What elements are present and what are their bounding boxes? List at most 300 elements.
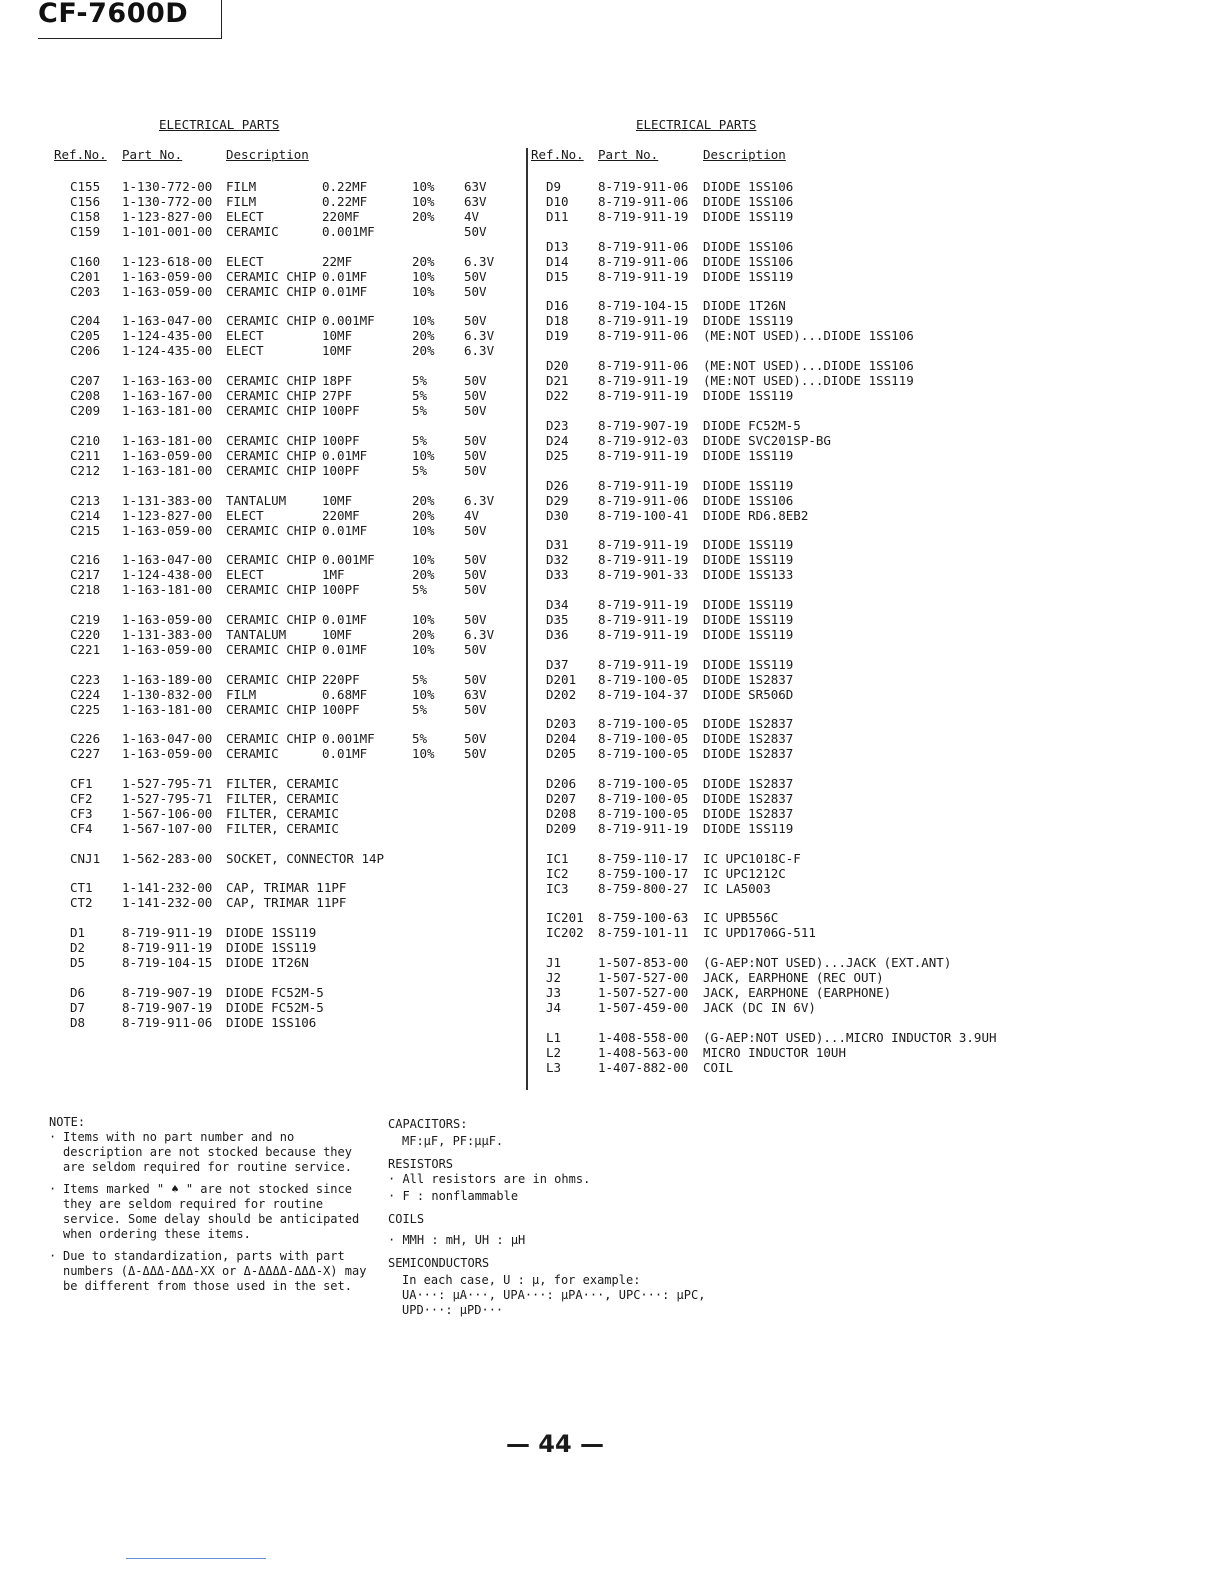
description: FILTER, CERAMIC bbox=[226, 776, 339, 791]
coils-title: COILS bbox=[388, 1212, 425, 1226]
part-no: 8-719-911-19 bbox=[598, 477, 689, 493]
part-no: 8-719-911-19 bbox=[598, 552, 689, 568]
description: CERAMIC CHIP bbox=[226, 432, 317, 448]
description: CERAMIC CHIP bbox=[226, 701, 317, 717]
part-no: 1-163-047-00 bbox=[122, 313, 213, 329]
part-no: 1-163-181-00 bbox=[122, 701, 213, 717]
tolerance: 10% bbox=[412, 522, 435, 538]
part-no: 1-163-059-00 bbox=[122, 447, 213, 463]
voltage: 50V bbox=[464, 432, 487, 448]
ref-no: CF4 bbox=[70, 821, 93, 836]
voltage: 50V bbox=[464, 388, 487, 404]
ref-no: C211 bbox=[70, 447, 101, 463]
part-no-header: Part No. bbox=[122, 147, 183, 162]
part-no: 8-719-100-05 bbox=[598, 716, 689, 732]
part-no: 1-141-232-00 bbox=[122, 895, 213, 911]
description: (G-AEP:NOT USED)...MICRO INDUCTOR 3.9UH bbox=[703, 1029, 997, 1045]
description: CERAMIC CHIP bbox=[226, 373, 317, 389]
description: FILTER, CERAMIC bbox=[226, 806, 339, 821]
part-no: 1-163-047-00 bbox=[122, 731, 213, 747]
description: DIODE 1SS106 bbox=[703, 238, 794, 254]
ref-no: C206 bbox=[70, 343, 101, 359]
ref-no: D19 bbox=[546, 328, 569, 344]
description: CERAMIC CHIP bbox=[226, 447, 317, 463]
description: DIODE 1SS106 bbox=[703, 179, 794, 194]
ref-no: L2 bbox=[546, 1044, 562, 1060]
ref-no: D22 bbox=[546, 388, 569, 404]
voltage: 6.3V bbox=[464, 253, 495, 269]
value: 0.001MF bbox=[322, 731, 375, 747]
ref-no: C203 bbox=[70, 283, 101, 299]
ref-no: D7 bbox=[70, 999, 86, 1015]
description: FILM bbox=[226, 179, 257, 194]
description: CERAMIC CHIP bbox=[226, 671, 317, 687]
ref-no: D8 bbox=[70, 1014, 86, 1030]
voltage: 50V bbox=[464, 268, 487, 284]
description: DIODE 1S2837 bbox=[703, 716, 794, 732]
description: CAP, TRIMAR 11PF bbox=[226, 880, 347, 896]
ref-no: L3 bbox=[546, 1059, 562, 1075]
description: DIODE 1SS119 bbox=[226, 940, 317, 956]
value: 0.01MF bbox=[322, 268, 368, 284]
description: (ME:NOT USED)...DIODE 1SS106 bbox=[703, 358, 914, 374]
part-no: 8-719-907-19 bbox=[122, 999, 213, 1015]
ref-no: D34 bbox=[546, 596, 569, 612]
description: DIODE 1SS119 bbox=[703, 821, 794, 836]
note-text: Items with no part number and no description are not stocked because they are seldom required for routine service. bbox=[63, 1130, 352, 1174]
description: CERAMIC CHIP bbox=[226, 611, 317, 627]
ref-no: C225 bbox=[70, 701, 101, 717]
part-no: 8-719-911-19 bbox=[598, 537, 689, 553]
ref-no: D204 bbox=[546, 731, 577, 747]
part-no: 1-131-383-00 bbox=[122, 626, 213, 642]
ref-no: C208 bbox=[70, 388, 101, 404]
voltage: 50V bbox=[464, 403, 487, 419]
voltage: 63V bbox=[464, 194, 487, 209]
value: 27PF bbox=[322, 388, 353, 404]
voltage: 63V bbox=[464, 179, 487, 194]
description-header: Description bbox=[703, 147, 786, 162]
description: DIODE 1SS119 bbox=[703, 477, 794, 493]
description: ELECT bbox=[226, 343, 264, 359]
description: TANTALUM bbox=[226, 492, 287, 508]
tolerance: 20% bbox=[412, 626, 435, 642]
description: ELECT bbox=[226, 328, 264, 344]
description: CERAMIC CHIP bbox=[226, 731, 317, 747]
part-no: 1-130-832-00 bbox=[122, 686, 213, 702]
ref-no: C155 bbox=[70, 179, 101, 194]
part-no: 8-719-911-06 bbox=[598, 179, 689, 194]
tolerance: 20% bbox=[412, 567, 435, 583]
units-legend bbox=[388, 1117, 818, 1318]
value: 0.68MF bbox=[322, 686, 368, 702]
part-no: 1-123-827-00 bbox=[122, 209, 213, 224]
voltage: 6.3V bbox=[464, 492, 495, 508]
ref-no: D206 bbox=[546, 776, 577, 791]
part-no: 1-123-618-00 bbox=[122, 253, 213, 269]
capacitors-title: CAPACITORS: bbox=[388, 1117, 468, 1131]
description: CERAMIC CHIP bbox=[226, 641, 317, 657]
ref-no: L1 bbox=[546, 1029, 562, 1045]
ref-no: D32 bbox=[546, 552, 569, 568]
note-item: · Items with no part number and no description are not stocked because they are seldom required for routine service. bbox=[49, 1130, 352, 1174]
voltage: 50V bbox=[464, 701, 487, 717]
description: MICRO INDUCTOR 10UH bbox=[703, 1044, 846, 1060]
ref-no: D23 bbox=[546, 417, 569, 433]
description: DIODE 1SS119 bbox=[703, 656, 794, 672]
value: 220MF bbox=[322, 507, 360, 523]
tolerance: 10% bbox=[412, 611, 435, 627]
part-no: 8-719-100-05 bbox=[598, 731, 689, 747]
part-no: 8-719-100-05 bbox=[598, 671, 689, 687]
voltage: 50V bbox=[464, 641, 487, 657]
ref-no: D201 bbox=[546, 671, 577, 687]
description: CERAMIC bbox=[226, 746, 279, 762]
tolerance: 10% bbox=[412, 686, 435, 702]
note-item: · Due to standardization, parts with part numbers (Δ-ΔΔΔ-ΔΔΔ-XX or Δ-ΔΔΔΔ-ΔΔΔ-X) may be different from those used in the set. bbox=[49, 1249, 367, 1293]
value: 0.01MF bbox=[322, 611, 368, 627]
tolerance: 5% bbox=[412, 432, 428, 448]
ref-no: IC3 bbox=[546, 880, 569, 896]
part-no: 8-719-911-19 bbox=[598, 821, 689, 836]
tolerance: 10% bbox=[412, 447, 435, 463]
description: DIODE 1S2837 bbox=[703, 671, 794, 687]
description: CERAMIC CHIP bbox=[226, 552, 317, 568]
part-no: 1-527-795-71 bbox=[122, 776, 213, 791]
part-no: 8-759-800-27 bbox=[598, 880, 689, 896]
part-no: 8-719-104-37 bbox=[598, 686, 689, 702]
description: CERAMIC CHIP bbox=[226, 403, 317, 419]
part-no: 1-123-827-00 bbox=[122, 507, 213, 523]
part-no: 1-407-882-00 bbox=[598, 1059, 689, 1075]
ref-no: D208 bbox=[546, 806, 577, 821]
tolerance: 5% bbox=[412, 403, 428, 419]
tolerance: 5% bbox=[412, 582, 428, 598]
tolerance: 5% bbox=[412, 671, 428, 687]
description: ELECT bbox=[226, 253, 264, 269]
description: CERAMIC CHIP bbox=[226, 462, 317, 478]
ref-no: D6 bbox=[70, 984, 86, 1000]
ref-no: D36 bbox=[546, 626, 569, 642]
tolerance: 20% bbox=[412, 492, 435, 508]
part-no: 1-163-059-00 bbox=[122, 641, 213, 657]
description: ELECT bbox=[226, 209, 264, 224]
voltage: 50V bbox=[464, 611, 487, 627]
tolerance: 5% bbox=[412, 462, 428, 478]
ref-no: D13 bbox=[546, 238, 569, 254]
part-no-header: Part No. bbox=[598, 147, 659, 162]
value: 0.001MF bbox=[322, 313, 375, 329]
ref-no: D33 bbox=[546, 567, 569, 583]
part-no: 8-719-911-19 bbox=[598, 656, 689, 672]
part-no: 8-759-100-63 bbox=[598, 910, 689, 926]
part-no: 8-719-911-06 bbox=[598, 253, 689, 269]
right-section-title: ELECTRICAL PARTS bbox=[636, 117, 757, 132]
description-header: Description bbox=[226, 147, 309, 162]
ref-no: IC1 bbox=[546, 850, 569, 866]
part-no: 8-719-911-06 bbox=[598, 358, 689, 374]
description: CERAMIC CHIP bbox=[226, 582, 317, 598]
part-no: 1-124-435-00 bbox=[122, 328, 213, 344]
value: 0.01MF bbox=[322, 641, 368, 657]
description: DIODE 1SS119 bbox=[226, 925, 317, 941]
value: 1MF bbox=[322, 567, 345, 583]
description: (ME:NOT USED)...DIODE 1SS106 bbox=[703, 328, 914, 344]
description: DIODE 1S2837 bbox=[703, 776, 794, 791]
description: DIODE 1SS106 bbox=[703, 194, 794, 209]
ref-no: D205 bbox=[546, 746, 577, 762]
description: DIODE FC52M-5 bbox=[226, 984, 324, 1000]
part-no: 1-163-047-00 bbox=[122, 552, 213, 568]
ref-no: C224 bbox=[70, 686, 101, 702]
ref-no: D35 bbox=[546, 611, 569, 627]
description: DIODE 1SS119 bbox=[703, 447, 794, 463]
part-no: 1-507-853-00 bbox=[598, 955, 689, 971]
part-no: 8-719-100-05 bbox=[598, 806, 689, 821]
ref-no: D15 bbox=[546, 268, 569, 284]
ref-no: D21 bbox=[546, 373, 569, 389]
part-no: 1-101-001-00 bbox=[122, 224, 213, 239]
voltage: 50V bbox=[464, 671, 487, 687]
capacitors-text: MF:μF, PF:μμF. bbox=[402, 1134, 504, 1148]
value: 0.001MF bbox=[322, 552, 375, 568]
description: DIODE FC52M-5 bbox=[226, 999, 324, 1015]
part-no: 1-163-059-00 bbox=[122, 611, 213, 627]
part-no: 1-130-772-00 bbox=[122, 194, 213, 209]
description: SOCKET, CONNECTOR 14P bbox=[226, 850, 385, 866]
tolerance: 20% bbox=[412, 507, 435, 523]
part-no: 8-719-911-06 bbox=[598, 328, 689, 344]
value: 0.01MF bbox=[322, 283, 368, 299]
page-number: — 44 — bbox=[505, 1430, 605, 1458]
voltage: 50V bbox=[464, 462, 487, 478]
part-no: 1-567-107-00 bbox=[122, 821, 213, 836]
part-no: 8-719-907-19 bbox=[598, 417, 689, 433]
resistors-item: · F : nonflammable bbox=[388, 1189, 519, 1203]
part-no: 8-719-911-06 bbox=[598, 492, 689, 508]
ref-no: J2 bbox=[546, 970, 562, 986]
value: 0.01MF bbox=[322, 522, 368, 538]
ref-no: IC2 bbox=[546, 865, 569, 881]
note-item: · Items marked " ♠ " are not stocked since they are seldom required for routine service. Some delay should be anticipated when ordering these items. bbox=[49, 1182, 360, 1241]
ref-no: D203 bbox=[546, 716, 577, 732]
description: IC UPD1706G-511 bbox=[703, 925, 816, 941]
coils-text: · MMH : mH, UH : μH bbox=[388, 1233, 526, 1247]
voltage: 50V bbox=[464, 552, 487, 568]
ref-no: C160 bbox=[70, 253, 101, 269]
description: DIODE 1SS106 bbox=[226, 1014, 317, 1030]
value: 0.01MF bbox=[322, 447, 368, 463]
tolerance: 5% bbox=[412, 388, 428, 404]
part-no: 8-719-911-19 bbox=[598, 209, 689, 224]
value: 100PF bbox=[322, 701, 360, 717]
description: ELECT bbox=[226, 507, 264, 523]
description: DIODE 1SS106 bbox=[703, 492, 794, 508]
description: FILM bbox=[226, 194, 257, 209]
tolerance: 5% bbox=[412, 701, 428, 717]
voltage: 50V bbox=[464, 447, 487, 463]
description: (ME:NOT USED)...DIODE 1SS119 bbox=[703, 373, 914, 389]
part-no: 8-719-907-19 bbox=[122, 984, 213, 1000]
value: 10MF bbox=[322, 328, 353, 344]
tolerance: 20% bbox=[412, 328, 435, 344]
ref-no: D18 bbox=[546, 313, 569, 329]
ref-no: D20 bbox=[546, 358, 569, 374]
voltage: 6.3V bbox=[464, 626, 495, 642]
ref-no: D31 bbox=[546, 537, 569, 553]
part-no: 1-527-795-71 bbox=[122, 791, 213, 806]
ref-no: C217 bbox=[70, 567, 101, 583]
description: TANTALUM bbox=[226, 626, 287, 642]
description: DIODE 1SS119 bbox=[703, 268, 794, 284]
ref-no: CF2 bbox=[70, 791, 93, 806]
value: 0.01MF bbox=[322, 746, 368, 762]
note-text: Due to standardization, parts with part numbers (Δ-ΔΔΔ-ΔΔΔ-XX or Δ-ΔΔΔΔ-ΔΔΔ-X) may be different from those used in the set. bbox=[63, 1249, 367, 1293]
ref-no: CF3 bbox=[70, 806, 93, 821]
semiconductors-line: UPD···: μPD··· bbox=[402, 1303, 504, 1317]
part-no: 1-163-059-00 bbox=[122, 522, 213, 538]
part-no: 8-719-911-19 bbox=[122, 940, 213, 956]
ref-no-header: Ref.No. bbox=[54, 147, 107, 162]
part-no: 1-163-181-00 bbox=[122, 462, 213, 478]
value: 0.22MF bbox=[322, 179, 368, 194]
part-no: 8-719-911-19 bbox=[598, 313, 689, 329]
ref-no: C216 bbox=[70, 552, 101, 568]
voltage: 50V bbox=[464, 224, 487, 239]
tolerance: 10% bbox=[412, 283, 435, 299]
part-no: 1-163-059-00 bbox=[122, 283, 213, 299]
ref-no: D9 bbox=[546, 179, 562, 194]
description: DIODE 1SS119 bbox=[703, 313, 794, 329]
tolerance: 10% bbox=[412, 552, 435, 568]
part-no: 8-719-911-19 bbox=[598, 596, 689, 612]
value: 10MF bbox=[322, 343, 353, 359]
part-no: 8-719-912-03 bbox=[598, 432, 689, 448]
part-no: 8-719-911-06 bbox=[122, 1014, 213, 1030]
description: DIODE 1T26N bbox=[703, 298, 786, 314]
notes-block bbox=[49, 1115, 379, 1301]
tolerance: 20% bbox=[412, 343, 435, 359]
tolerance: 10% bbox=[412, 268, 435, 284]
part-no: 1-562-283-00 bbox=[122, 850, 213, 866]
part-no: 1-408-563-00 bbox=[598, 1044, 689, 1060]
description: ELECT bbox=[226, 567, 264, 583]
tolerance: 5% bbox=[412, 731, 428, 747]
ref-no: C156 bbox=[70, 194, 101, 209]
ref-no: C159 bbox=[70, 224, 101, 239]
part-no: 8-719-911-19 bbox=[598, 268, 689, 284]
part-no: 1-507-527-00 bbox=[598, 970, 689, 986]
description: (G-AEP:NOT USED)...JACK (EXT.ANT) bbox=[703, 955, 952, 971]
ref-no: C227 bbox=[70, 746, 101, 762]
part-no: 8-719-911-19 bbox=[122, 925, 213, 941]
semiconductors-line: UA···: μA···, UPA···: μPA···, UPC···: μPC, bbox=[402, 1288, 706, 1302]
ref-no: D1 bbox=[70, 925, 86, 941]
ref-no: CT1 bbox=[70, 880, 93, 896]
description: DIODE RD6.8EB2 bbox=[703, 507, 809, 523]
ref-no: C223 bbox=[70, 671, 101, 687]
part-no: 1-163-059-00 bbox=[122, 746, 213, 762]
ref-no: D16 bbox=[546, 298, 569, 314]
part-no: 8-719-100-41 bbox=[598, 507, 689, 523]
ref-no: CT2 bbox=[70, 895, 93, 911]
part-no: 1-163-059-00 bbox=[122, 268, 213, 284]
ref-no: D207 bbox=[546, 791, 577, 806]
voltage: 50V bbox=[464, 731, 487, 747]
description: JACK, EARPHONE (REC OUT) bbox=[703, 970, 884, 986]
ref-no: D24 bbox=[546, 432, 569, 448]
part-no: 1-408-558-00 bbox=[598, 1029, 689, 1045]
left-section-title: ELECTRICAL PARTS bbox=[159, 117, 280, 132]
description: JACK (DC IN 6V) bbox=[703, 1000, 816, 1016]
part-no: 8-719-901-33 bbox=[598, 567, 689, 583]
ref-no: D209 bbox=[546, 821, 577, 836]
part-no: 1-124-435-00 bbox=[122, 343, 213, 359]
value: 22MF bbox=[322, 253, 353, 269]
description: CERAMIC bbox=[226, 224, 279, 239]
voltage: 50V bbox=[464, 283, 487, 299]
description: FILM bbox=[226, 686, 257, 702]
value: 220PF bbox=[322, 671, 360, 687]
voltage: 50V bbox=[464, 746, 487, 762]
part-no: 1-163-181-00 bbox=[122, 432, 213, 448]
ref-no: C212 bbox=[70, 462, 101, 478]
tolerance: 20% bbox=[412, 209, 435, 224]
ref-no: C218 bbox=[70, 582, 101, 598]
description: DIODE 1SS119 bbox=[703, 611, 794, 627]
part-no: 8-719-911-19 bbox=[598, 447, 689, 463]
column-divider bbox=[526, 148, 528, 1090]
ref-no: C221 bbox=[70, 641, 101, 657]
ref-no: D5 bbox=[70, 955, 86, 971]
part-no: 8-719-100-05 bbox=[598, 791, 689, 806]
part-no: 8-719-911-19 bbox=[598, 388, 689, 404]
part-no: 1-567-106-00 bbox=[122, 806, 213, 821]
description: IC LA5003 bbox=[703, 880, 771, 896]
part-no: 8-719-104-15 bbox=[122, 955, 213, 971]
resistors-title: RESISTORS bbox=[388, 1157, 454, 1171]
description: DIODE SVC201SP-BG bbox=[703, 432, 831, 448]
value: 100PF bbox=[322, 403, 360, 419]
value: 100PF bbox=[322, 462, 360, 478]
description: CERAMIC CHIP bbox=[226, 283, 317, 299]
description: CERAMIC CHIP bbox=[226, 388, 317, 404]
part-no: 1-131-383-00 bbox=[122, 492, 213, 508]
ref-no: D26 bbox=[546, 477, 569, 493]
ref-no: D11 bbox=[546, 209, 569, 224]
voltage: 50V bbox=[464, 567, 487, 583]
ref-no: J4 bbox=[546, 1000, 562, 1016]
value: 0.22MF bbox=[322, 194, 368, 209]
part-no: 1-507-527-00 bbox=[598, 985, 689, 1001]
tolerance: 10% bbox=[412, 313, 435, 329]
description: DIODE 1T26N bbox=[226, 955, 309, 971]
part-no: 1-141-232-00 bbox=[122, 880, 213, 896]
voltage: 6.3V bbox=[464, 328, 495, 344]
part-no: 8-719-100-05 bbox=[598, 776, 689, 791]
ref-no: C214 bbox=[70, 507, 101, 523]
description: COIL bbox=[703, 1059, 734, 1075]
part-no: 8-759-101-11 bbox=[598, 925, 689, 941]
description: DIODE 1S2837 bbox=[703, 746, 794, 762]
ref-no: C158 bbox=[70, 209, 101, 224]
description: FILTER, CERAMIC bbox=[226, 821, 339, 836]
ref-no: C210 bbox=[70, 432, 101, 448]
part-no: 1-163-181-00 bbox=[122, 403, 213, 419]
footer-rule bbox=[126, 1558, 266, 1559]
ref-no: D30 bbox=[546, 507, 569, 523]
ref-no: CNJ1 bbox=[70, 850, 101, 866]
